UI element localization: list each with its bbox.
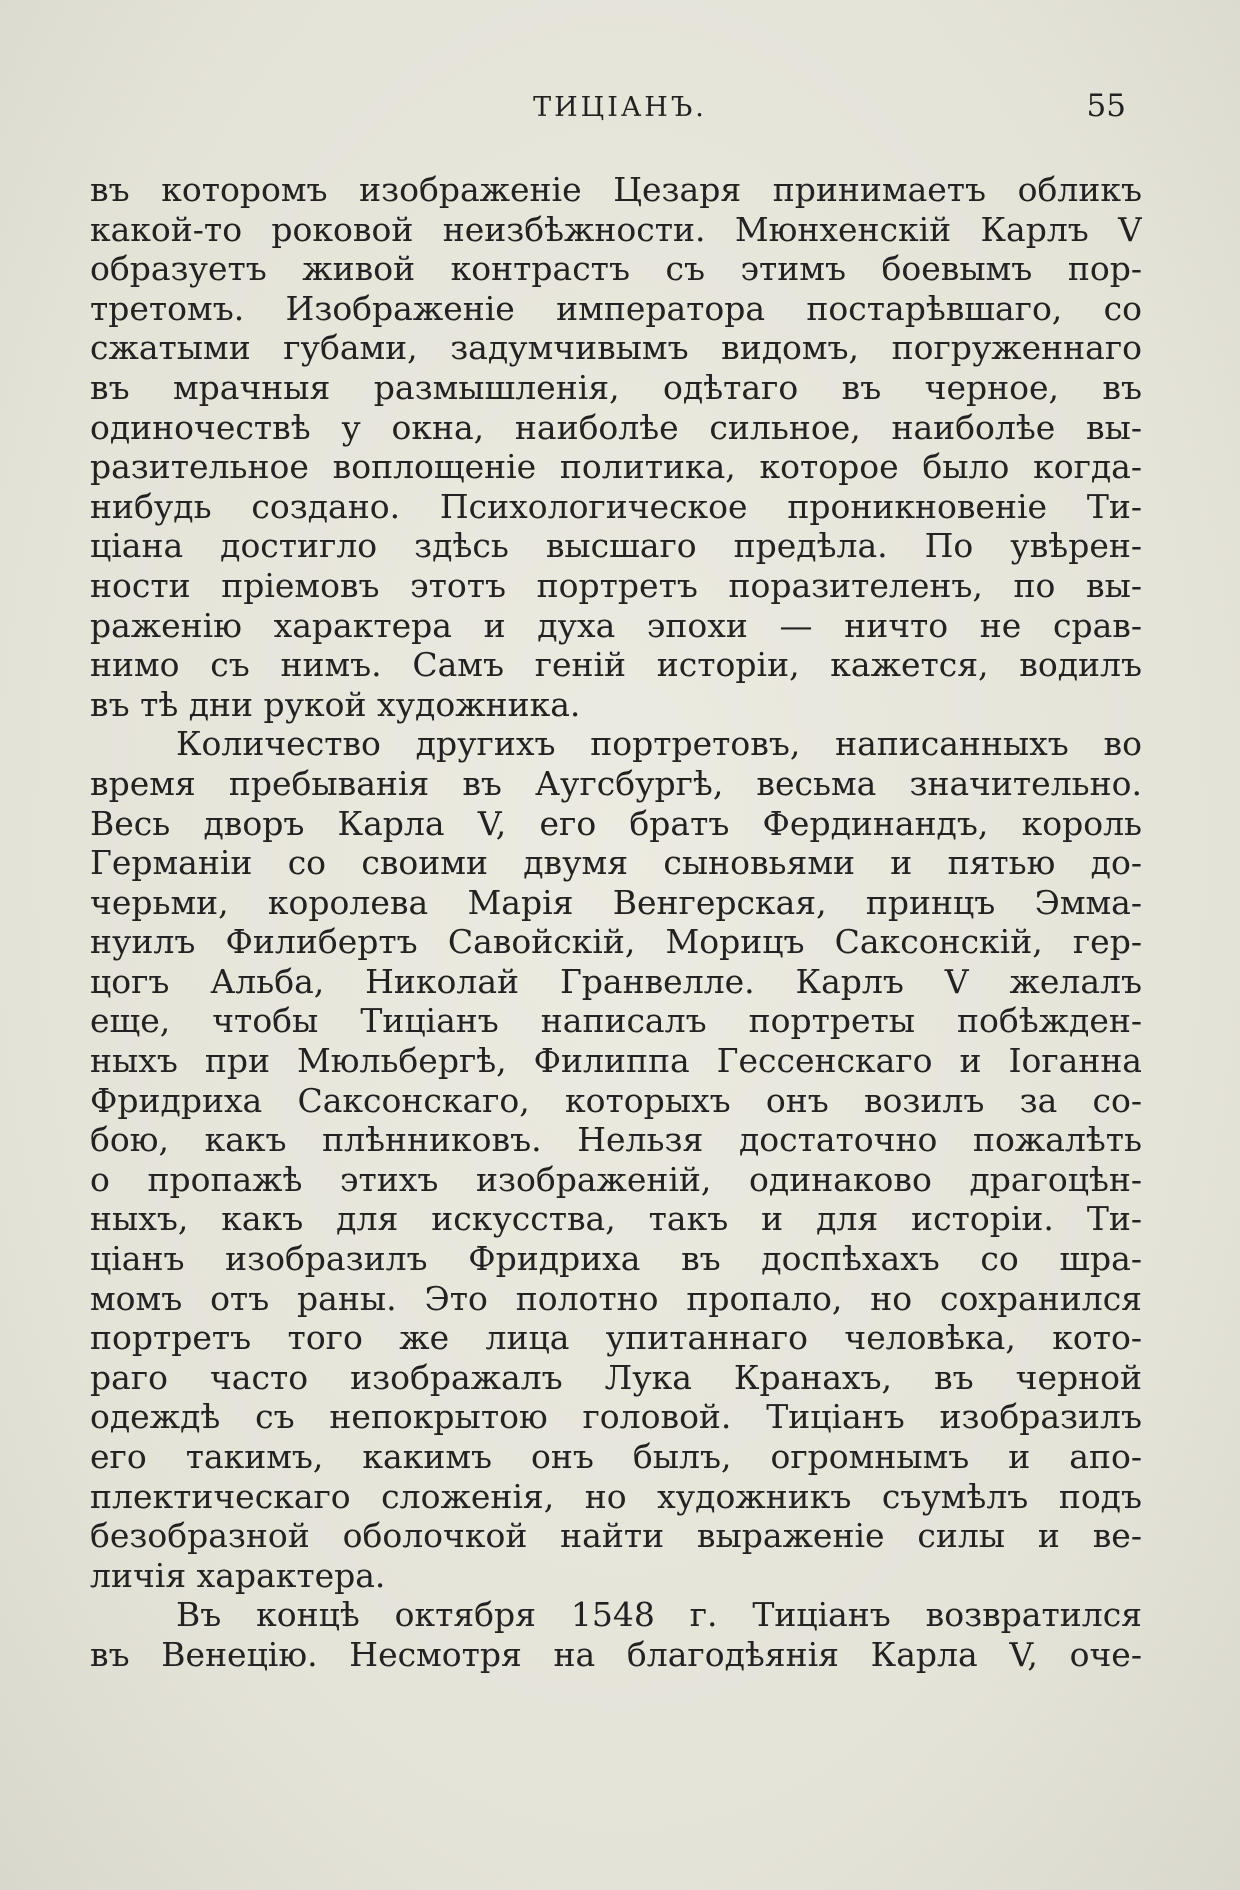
text-line: какой-то роковой неизбѣжности. Мюнхенскій Карлъ V [90,209,1142,249]
text-line: образуетъ живой контрастъ съ этимъ боевымъ пор- [90,249,1142,289]
text-line: одиночествѣ у окна, наиболѣе сильное, наиболѣе вы- [90,407,1142,447]
text-line: плектическаго сложенія, но художникъ съумѣлъ подъ [90,1476,1142,1516]
text-line: личія характера. [90,1555,386,1595]
text-line: нибудь создано. Психологическое проникновеніе Ти- [90,486,1142,526]
text-line: нуилъ Филибертъ Савойскій, Морицъ Саксонскій, гер- [90,922,1142,962]
text-line: портретъ того же лица упитаннаго человѣка, кото- [90,1318,1142,1358]
text-line: сжатыми губами, задумчивымъ видомъ, погруженнаго [90,328,1142,368]
text-line: о пропажѣ этихъ изображеній, одинаково драгоцѣн- [90,1159,1142,1199]
text-line: въ мрачныя размышленія, одѣтаго въ черное, въ [90,367,1142,407]
text-line: третомъ. Изображеніе императора постарѣвшаго, со [90,288,1142,328]
running-title: ТИЦІАНЪ. [533,92,707,123]
text-line: время пребыванія въ Аугсбургѣ, весьма значительно. [90,763,1142,803]
text-line: Весь дворъ Карла V, его братъ Фердинандъ, король [90,803,1142,843]
text-line: черьми, королева Марія Венгерская, принцъ Эмма- [90,882,1142,922]
paragraph-first-line: Въ концѣ октября 1548 г. Тиціанъ возвратился [176,1595,1142,1635]
text-line: ціанъ изобразилъ Фридриха въ доспѣхахъ со шра- [90,1239,1142,1279]
text-line: разительное воплощеніе политика, которое было когда- [90,447,1142,487]
text-line: въ Венецію. Несмотря на благодѣянія Карла V, оче- [90,1634,1142,1674]
text-line: его такимъ, какимъ онъ былъ, огромнымъ и апо- [90,1437,1142,1476]
paragraph-first-line: Количество другихъ портретовъ, написанныхъ во [176,724,1142,764]
text-line: цогъ Альба, Николай Гранвелле. Карлъ V желалъ [90,961,1142,1001]
page-number: 55 [1086,88,1126,124]
text-line: раженію характера и духа эпохи — ничто не срав- [90,605,1142,645]
text-line: безобразной оболочкой найти выраженіе силы и ве- [90,1516,1142,1556]
text-line: Германіи со своими двумя сыновьями и пятью до- [90,843,1142,883]
text-line: ціана достигло здѣсь высшаго предѣла. По увѣрен- [90,526,1142,566]
text-line: раго часто изображалъ Лука Кранахъ, въ черной [90,1357,1142,1397]
text-line: момъ отъ раны. Это полотно пропало, но сохранился [90,1278,1142,1318]
text-line: Фридриха Саксонскаго, которыхъ онъ возилъ за со- [90,1080,1142,1120]
text-line: еще, чтобы Тиціанъ написалъ портреты побѣжден- [90,1001,1142,1041]
text-line: одеждѣ съ непокрытою головой. Тиціанъ изобразилъ [90,1397,1142,1437]
text-line: бою, какъ плѣнниковъ. Нельзя достаточно пожалѣть [90,1120,1142,1160]
text-line: въ которомъ изображеніе Цезаря принимаетъ обликъ [90,170,1142,209]
text-line: въ тѣ дни рукой художника. [90,684,581,724]
text-line: ности пріемовъ этотъ портретъ поразителенъ, по вы- [90,565,1142,605]
text-line: ныхъ при Мюльбергѣ, Филиппа Гессенскаго и Іоганна [90,1041,1142,1081]
text-line: ныхъ, какъ для искусства, такъ и для исторіи. Ти- [90,1199,1142,1239]
text-line: нимо съ нимъ. Самъ геній исторіи, кажется, водилъ [90,645,1142,685]
body-text [90,170,1142,1675]
running-head [0,88,1240,132]
